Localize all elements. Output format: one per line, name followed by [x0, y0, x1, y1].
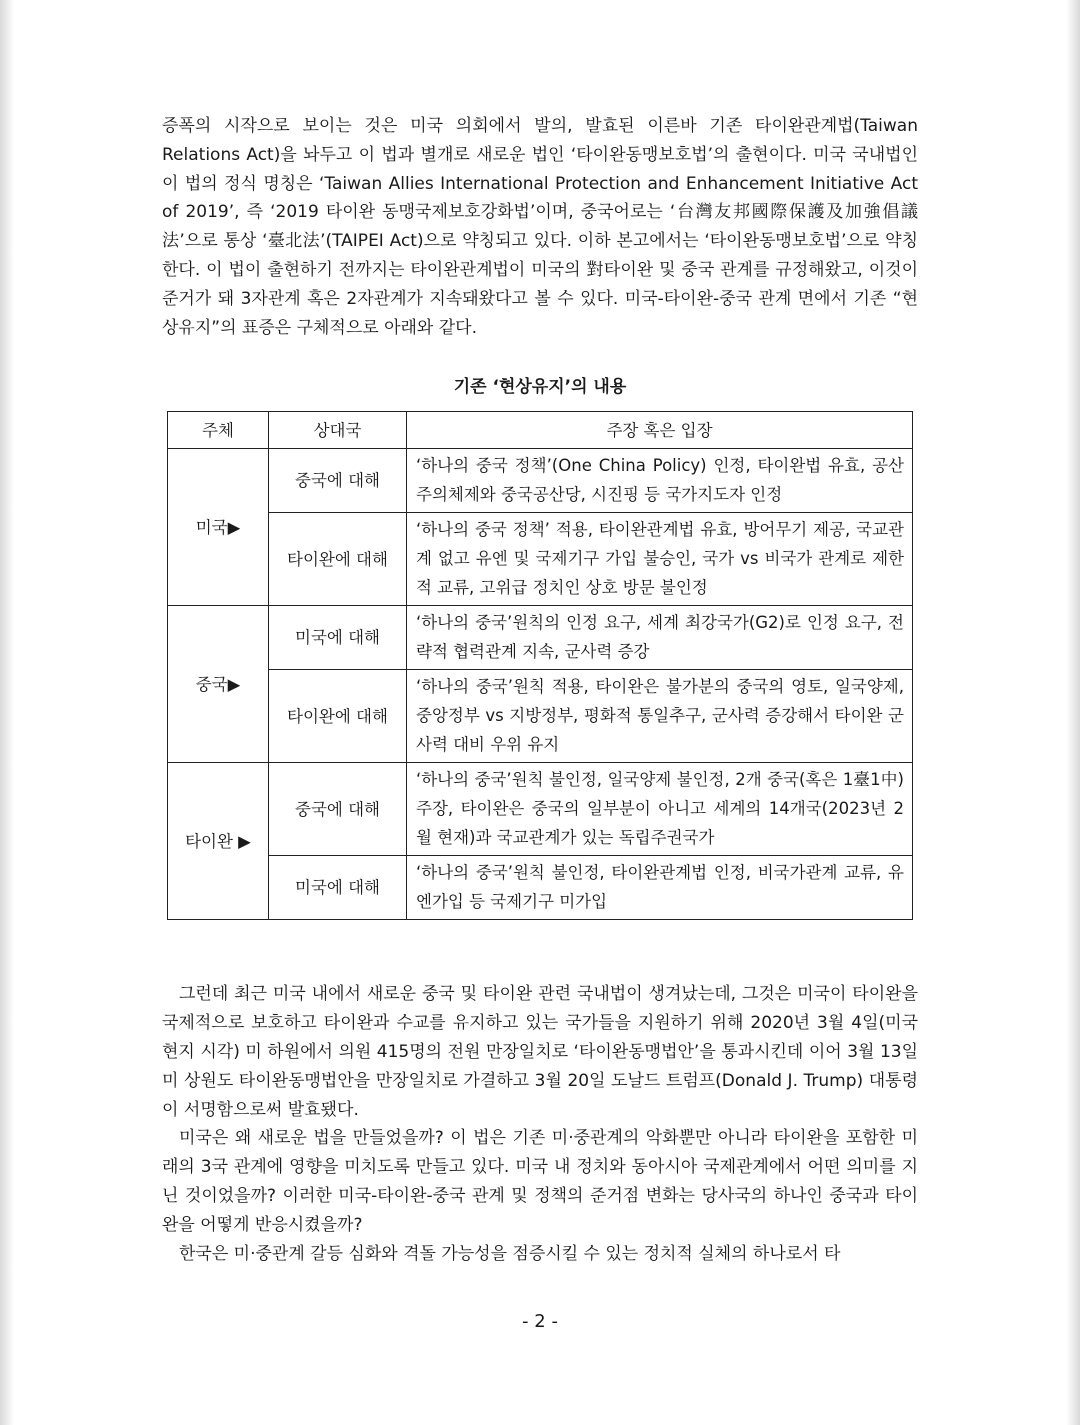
- status-quo-table: [167, 411, 913, 920]
- target-cell: 중국에 대해: [269, 763, 407, 856]
- position-cell: ‘하나의 중국’원칙 적용, 타이완은 불가분의 중국의 영토, 일국양제, 중앙정부 vs 지방정부, 평화적 통일추구, 군사력 증강해서 타이완 군사력 대비 우위 유지: [407, 670, 913, 763]
- target-cell: 중국에 대해: [269, 449, 407, 513]
- intro-paragraph: 증폭의 시작으로 보이는 것은 미국 의회에서 발의, 발효된 이른바 기존 타이완관계법(Taiwan Relations Act)을 놔두고 이 법과 별개로 새로운 법인 ‘타이완동맹보호법’의 출현이다. 미국 국내법인 이 법의 정식 명칭은 ‘Taiwan Allies International Protection and Enhancement Initiative Act of 2019’, 즉 ‘2019 타이완 동맹국제보호강화법’이며, 중국어로는 ‘台灣友邦國際保護及加強倡議法’으로 통상 ‘臺北法’(TAIPEI Act)으로 약칭되고 있다. 이하 본고에서는 ‘타이완동맹보호법’으로 약칭한다. 이 법이 출현하기 전까지는 타이완관계법이 미국의 對타이완 및 중국 관계를 규정해왔고, 이것이 준거가 돼 3자관계 혹은 2자관계가 지속돼왔다고 볼 수 있다. 미국-타이완-중국 관계 면에서 기존 “현상유지”의 표증은 구체적으로 아래와 같다.: [162, 116, 918, 338]
- table-row: [168, 670, 913, 763]
- actor-cell: 중국▶: [168, 606, 269, 763]
- position-cell: ‘하나의 중국’원칙 불인정, 타이완관계법 인정, 비국가관계 교류, 유엔가입 등 국제기구 미가입: [407, 856, 913, 920]
- body-paragraph: 한국은 미·중관계 갈등 심화와 격돌 가능성을 점증시킬 수 있는 정치적 실체의 하나로서 타: [179, 1243, 841, 1264]
- table-row: [168, 513, 913, 606]
- table-row: [168, 763, 913, 856]
- header-position: 주장 혹은 입장: [407, 412, 913, 449]
- body-paragraph: 그런데 최근 미국 내에서 새로운 중국 및 타이완 관련 국내법이 생겨났는데, 그것은 미국이 타이완을 국제적으로 보호하고 타이완과 수교를 유지하고 있는 국가들을 지원하기 위해 2020년 3월 4일(미국 현지 시각) 미 하원에서 의원 415명의 전원 만장일치로 ‘타이완동맹법안’을 통과시킨데 이어 3월 13일 미 상원도 타이완동맹법안을 만장일치로 가결하고 3월 20일 도날드 트럼프(Donald J. Trump) 대통령이 서명함으로써 발효됐다.: [162, 984, 918, 1120]
- page-number: - 2 -: [522, 1311, 558, 1332]
- table-row: [168, 606, 913, 670]
- target-cell: 미국에 대해: [269, 856, 407, 920]
- actor-cell: 타이완 ▶: [168, 763, 269, 920]
- document-page: [162, 112, 918, 1332]
- table-row: [168, 449, 913, 513]
- header-target: 상대국: [269, 412, 407, 449]
- target-cell: 미국에 대해: [269, 606, 407, 670]
- table-header-row: [168, 412, 913, 449]
- position-cell: ‘하나의 중국 정책’ 적용, 타이완관계법 유효, 방어무기 제공, 국교관계 없고 유엔 및 국제기구 가입 불승인, 국가 vs 비국가 관계로 제한적 교류, 고위급 정치인 상호 방문 불인정: [407, 513, 913, 606]
- header-actor: 주체: [168, 412, 269, 449]
- actor-cell: 미국▶: [168, 449, 269, 606]
- position-cell: ‘하나의 중국’원칙의 인정 요구, 세계 최강국가(G2)로 인정 요구, 전략적 협력관계 지속, 군사력 증강: [407, 606, 913, 670]
- table-row: [168, 856, 913, 920]
- page-edge-right: [1066, 0, 1080, 1425]
- body-text: [162, 980, 918, 1268]
- body-paragraph: 미국은 왜 새로운 법을 만들었을까? 이 법은 기존 미·중관계의 악화뿐만 아니라 타이완을 포함한 미래의 3국 관계에 영향을 미치도록 만들고 있다. 미국 내 정치와 동아시아 국제관계에서 어떤 의미를 지닌 것이었을까? 이러한 미국-타이완-중국 관계 및 정책의 준거점 변화는 당사국의 하나인 중국과 타이완을 어떻게 반응시켰을까?: [162, 1128, 918, 1235]
- position-cell: ‘하나의 중국’원칙 불인정, 일국양제 불인정, 2개 중국(혹은 1臺1中) 주장, 타이완은 중국의 일부분이 아니고 세계의 14개국(2023년 2월 현재)과 국교관계가 있는 독립주권국가: [407, 763, 913, 856]
- position-cell: ‘하나의 중국 정책’(One China Policy) 인정, 타이완법 유효, 공산주의체제와 중국공산당, 시진핑 등 국가지도자 인정: [407, 449, 913, 513]
- table-caption: 기존 ‘현상유지’의 내용: [453, 377, 627, 398]
- page-edge-left: [0, 0, 14, 1425]
- target-cell: 타이완에 대해: [269, 513, 407, 606]
- target-cell: 타이완에 대해: [269, 670, 407, 763]
